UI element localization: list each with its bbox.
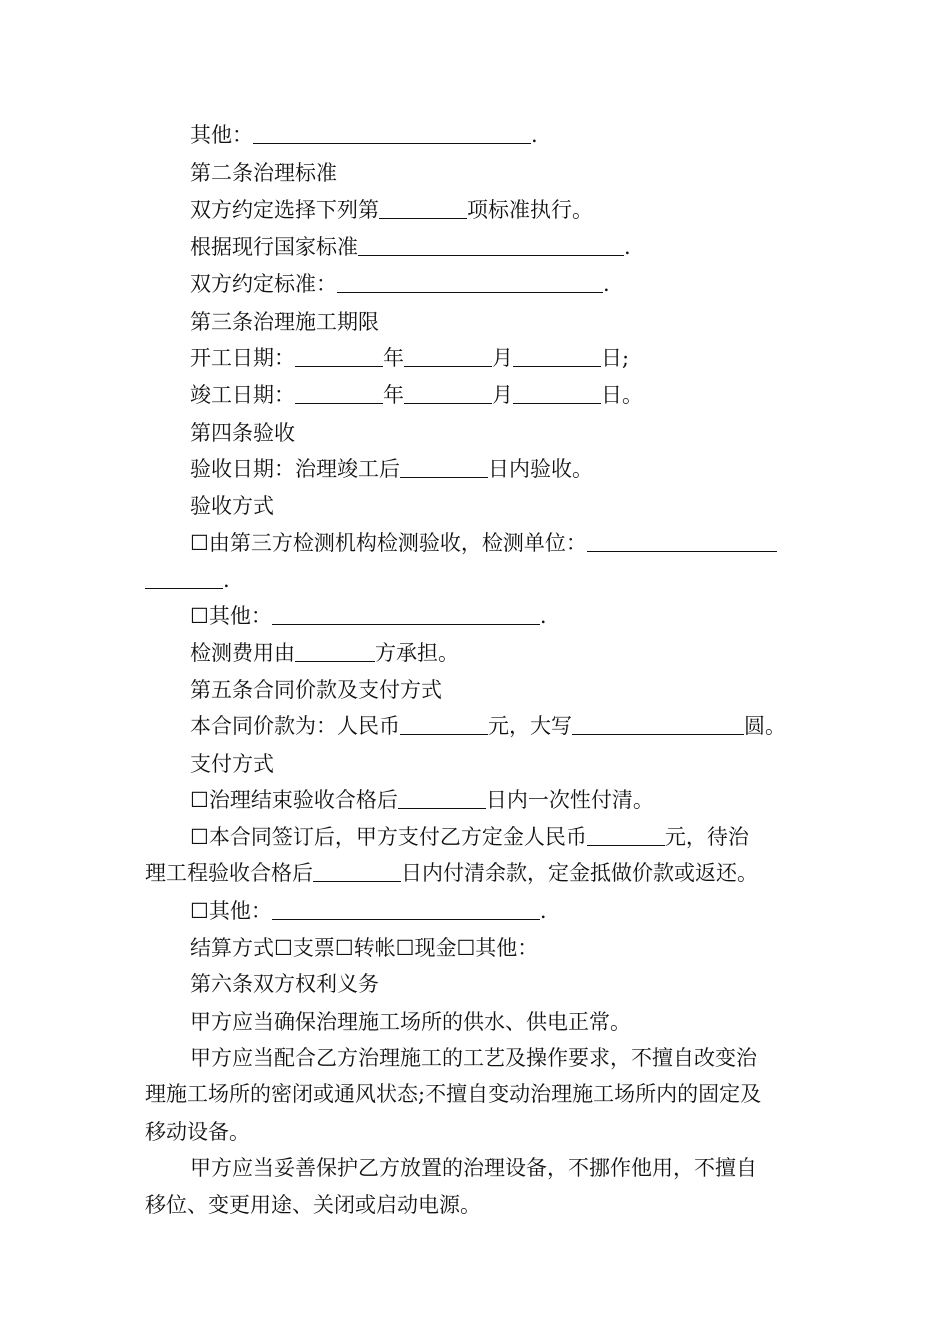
fill-blank (572, 712, 744, 735)
other-option-line-1: ☐其他： . (190, 604, 547, 628)
fill-blank (295, 381, 383, 404)
contract-price-line: 本合同价款为：人民币 元，大写 圆。 (190, 714, 786, 738)
obligation-paragraph-2-line-3: 移动设备。 (145, 1120, 250, 1144)
start-date-line: 开工日期： 年 月 日; (190, 346, 630, 370)
heading-article-6: 第六条双方权利义务 (190, 972, 379, 996)
deposit-option-continued: 理工程验收合格后 日内付清余款，定金抵做价款或返还。 (145, 861, 758, 885)
fill-blank (400, 455, 488, 478)
fill-blank (404, 344, 492, 367)
fill-blank (253, 121, 531, 144)
fill-blank (379, 196, 467, 219)
fill-blank (398, 786, 486, 809)
fill-blank (587, 529, 777, 552)
fill-blank (400, 712, 488, 735)
lump-sum-option-line: ☐治理结束验收合格后 日内一次性付清。 (190, 788, 654, 812)
heading-article-2: 第二条治理标准 (190, 161, 337, 185)
agreed-standard-line: 双方约定标准： . (190, 272, 610, 296)
completion-date-line: 竣工日期： 年 月 日。 (190, 383, 643, 407)
obligation-paragraph-2-line-1: 甲方应当配合乙方治理施工的工艺及操作要求，不擅自改变治 (190, 1046, 757, 1070)
payment-method-heading: 支付方式 (190, 752, 274, 776)
fill-blank (587, 823, 665, 846)
settlement-method-line: 结算方式☐支票☐转帐☐现金☐其他： (190, 936, 539, 960)
fill-blank (358, 233, 624, 256)
label: 其他： (190, 123, 253, 147)
acceptance-date-line: 验收日期：治理竣工后 日内验收。 (190, 457, 593, 481)
fill-blank (295, 344, 383, 367)
fill-blank (295, 639, 375, 662)
fill-blank (337, 270, 603, 293)
testing-fee-line: 检测费用由 方承担。 (190, 641, 459, 665)
obligation-paragraph-3-line-2: 移位、变更用途、关闭或启动电源。 (145, 1193, 481, 1217)
heading-article-3: 第三条治理施工期限 (190, 310, 379, 334)
acceptance-method-heading: 验收方式 (190, 494, 274, 518)
heading-article-5: 第五条合同价款及支付方式 (190, 678, 442, 702)
fill-blank (513, 381, 601, 404)
obligation-paragraph-1: 甲方应当确保治理施工场所的供水、供电正常。 (190, 1010, 631, 1034)
standard-choice-line: 双方约定选择下列第 项标准执行。 (190, 198, 593, 222)
heading-article-4: 第四条验收 (190, 421, 295, 445)
national-standard-line: 根据现行国家标准 . (190, 235, 631, 259)
fill-blank (145, 566, 223, 589)
obligation-paragraph-2-line-2: 理施工场所的密闭或通风状态;不擅自变动治理施工场所内的固定及 (145, 1082, 762, 1106)
other-option-line-2: ☐其他： . (190, 899, 547, 923)
third-party-option-continued: . (145, 565, 230, 595)
obligation-paragraph-3-line-1: 甲方应当妥善保护乙方放置的治理设备，不挪作他用，不擅自 (190, 1156, 757, 1180)
deposit-option-line: ☐本合同签订后，甲方支付乙方定金人民币 元，待治 (190, 825, 749, 849)
fill-blank (272, 602, 540, 625)
fill-blank (404, 381, 492, 404)
third-party-option-line: ☐由第三方检测机构检测验收，检测单位： (190, 528, 777, 558)
fill-blank (272, 897, 540, 920)
other-line-1: 其他： . (190, 123, 538, 147)
fill-blank (513, 344, 601, 367)
fill-blank (313, 859, 401, 882)
